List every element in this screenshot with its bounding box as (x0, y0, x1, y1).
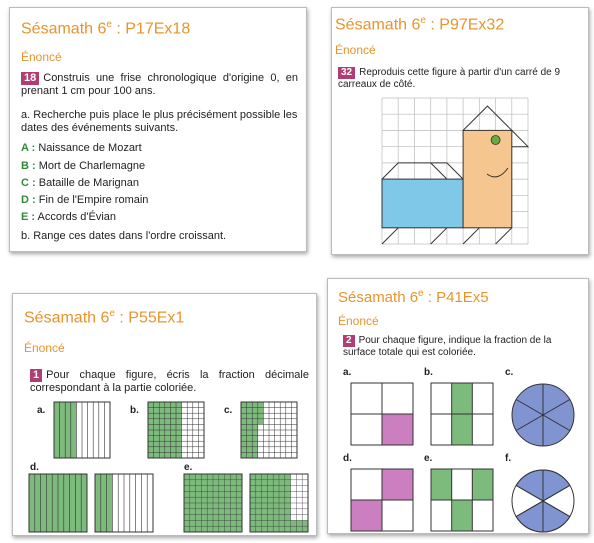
peach-rectangle (463, 130, 512, 227)
card-title: Sésamath 6e : P17Ex18 (21, 19, 191, 38)
exercise-text: 1 Pour chaque figure, écris la fraction décimale correspondant à la partie coloriée. (30, 369, 309, 394)
event-item: D : Fin de l'Empire romain (21, 194, 149, 206)
blue-roof (382, 163, 463, 179)
card-p41ex5 (327, 278, 589, 534)
enonce-heading: Énoncé (338, 314, 379, 328)
card-title: Sésamath 6e : P97Ex32 (335, 15, 505, 34)
card-p97ex32 (331, 7, 589, 255)
figure-c-pie (510, 382, 576, 448)
exercise-number: 18 (21, 72, 39, 85)
enonce-heading: Énoncé (21, 50, 62, 64)
eye-dot (491, 136, 500, 145)
figure-f-pie (510, 468, 576, 534)
figure-label: d. (343, 453, 352, 464)
grid-figure (382, 98, 532, 248)
figure-e (184, 474, 308, 532)
exercise-number: 2 (343, 335, 355, 347)
figure-label: c. (224, 405, 233, 416)
exercise-intro: 18 Construis une frise chronologique d'origine 0, en prenant 1 cm pour 100 ans. (21, 72, 298, 97)
figure-label: a. (343, 367, 352, 378)
figure-b (148, 402, 204, 458)
figure-label: a. (37, 405, 46, 416)
figure-d (351, 469, 413, 531)
figure-c (241, 402, 297, 458)
figure-label: f. (505, 453, 512, 464)
figure-label: e. (184, 462, 193, 473)
figure-a (351, 383, 413, 445)
figure-d (29, 474, 153, 532)
enonce-heading: Énoncé (24, 341, 65, 355)
event-item: B : Mort de Charlemagne (21, 160, 146, 172)
card-p17ex18 (9, 7, 307, 252)
card-title: Sésamath 6e : P55Ex1 (24, 308, 185, 327)
exercise-text: 32 Reproduis cette figure à partir d'un carré de 9 carreaux de côté. (338, 67, 561, 90)
event-item: C : Bataille de Marignan (21, 177, 140, 189)
card-title: Sésamath 6e : P41Ex5 (338, 288, 489, 306)
figure-label: b. (424, 367, 433, 378)
figure-a (54, 402, 110, 458)
figure-b (431, 383, 493, 445)
figure-label: e. (424, 453, 433, 464)
part-b-text: b. Range ces dates dans l'ordre croissant. (21, 230, 227, 242)
exercise-number: 32 (338, 67, 355, 79)
event-item: E : Accords d'Évian (21, 211, 117, 223)
figure-label: c. (505, 367, 514, 378)
blue-rectangle (382, 179, 463, 228)
figure-e (431, 469, 493, 531)
enonce-heading: Énoncé (335, 43, 376, 57)
exercise-text: 2 Pour chaque figure, indique la fraction de la surface totale qui est coloriée. (343, 335, 552, 358)
event-item: A : Naissance de Mozart (21, 142, 142, 154)
figure-label: b. (130, 405, 139, 416)
card-p55ex1 (12, 293, 317, 536)
part-a-text: a. Recherche puis place le plus précisément possible les dates des événements suivants. (21, 109, 298, 134)
exercise-number: 1 (30, 369, 42, 382)
figure-label: d. (30, 462, 39, 473)
